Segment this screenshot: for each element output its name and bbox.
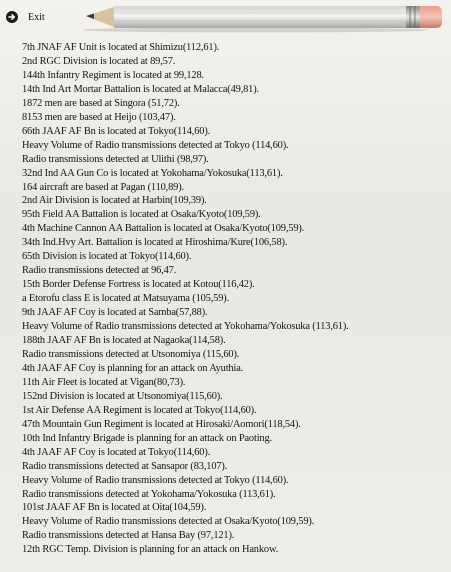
exit-label: Exit — [28, 11, 45, 23]
log-line: Heavy Volume of Radio transmissions detected at Tokyo (114,60). — [22, 474, 289, 486]
log-line: a Etorofu class E is located at Matsuyama (105,59). — [22, 293, 230, 305]
log-line: Radio transmissions detected at Utsonomiya (115,60). — [22, 348, 240, 360]
log-line: 65th Division is located at Tokyo(114,60). — [22, 251, 192, 263]
log-line: Radio transmissions detected at 96,47. — [22, 265, 177, 277]
log-line: Radio transmissions detected at Ulithi (98,97). — [22, 153, 209, 165]
log-line: 9th JAAF AF Coy is located at Samba(57,88). — [22, 307, 208, 319]
log-line: Heavy Volume of Radio transmissions detected at Yokohama/Yokosuka (113,61). — [22, 321, 349, 333]
log-line: Radio transmissions detected at Hansa Bay (97,121). — [22, 530, 235, 542]
log-line: 4th JAAF AF Coy is located at Tokyo(114,60). — [22, 446, 211, 458]
log-line: 14th Ind Art Mortar Battalion is located at Malacca(49,81). — [22, 83, 259, 95]
log-line: 8153 men are based at Heijo (103,47). — [22, 111, 176, 123]
log-line: Radio transmissions detected at Sansapor (83,107). — [22, 460, 228, 472]
log-line: 12th RGC Temp. Division is planning for an attack on Hankow. — [22, 544, 279, 556]
log-line: 152nd Division is located at Utsonomiya(115,60). — [22, 390, 223, 402]
log-line: 2nd RGC Division is located at 89,57. — [22, 55, 176, 67]
exit-button[interactable] — [6, 10, 45, 24]
log-line: 95th Field AA Battalion is located at Osaka/Kyoto(109,59). — [22, 209, 261, 221]
log-line: 1872 men are based at Singora (51,72). — [22, 97, 180, 109]
log-line: Radio transmissions detected at Yokohama/Yokosuka (113,61). — [22, 488, 276, 500]
log-line: 144th Infantry Regiment is located at 99,128. — [22, 69, 204, 81]
log-line: 188th JAAF AF Bn is located at Nagaoka(114,58). — [22, 335, 226, 347]
pencil-icon — [84, 2, 446, 34]
log-line: 2nd Air Division is located at Harbin(109,39). — [22, 195, 207, 207]
log-line: Heavy Volume of Radio transmissions detected at Osaka/Kyoto(109,59). — [22, 516, 315, 528]
log-line: 4th JAAF AF Coy is planning for an attack on Ayuthia. — [22, 362, 244, 374]
log-line: 1st Air Defense AA Regiment is located at Tokyo(114,60). — [22, 404, 257, 416]
log-line: 10th Ind Infantry Brigade is planning for an attack on Paoting. — [22, 432, 272, 444]
log-line: 47th Mountain Gun Regiment is located at Hirosaki/Aomori(118,54). — [22, 418, 301, 430]
log-line: 7th JNAF AF Unit is located at Shimizu(112,61). — [22, 42, 220, 53]
log-line: 32nd Ind AA Gun Co is located at Yokohama/Yokosuka(113,61). — [22, 167, 283, 179]
log-line: Heavy Volume of Radio transmissions detected at Tokyo (114,60). — [22, 139, 289, 151]
log-line: 11th Air Fleet is located at Vigan(80,73). — [22, 376, 186, 388]
circle-arrow-right-icon — [6, 11, 18, 23]
log-line: 4th Machine Cannon AA Battalion is located at Osaka/Kyoto(109,59). — [22, 223, 305, 235]
log-line: 66th JAAF AF Bn is located at Tokyo(114,60). — [22, 125, 211, 137]
log-line: 164 aircraft are based at Pagan (110,89). — [22, 181, 184, 193]
log-line: 15th Border Defense Fortress is located at Kotou(116,42). — [22, 279, 255, 291]
log-line: 101st JAAF AF Bn is located at Oita(104,59). — [22, 502, 207, 514]
intel-report-log — [22, 41, 445, 557]
log-line: 34th Ind.Hvy Art. Battalion is located at Hiroshima/Kure(106,58). — [22, 237, 288, 249]
